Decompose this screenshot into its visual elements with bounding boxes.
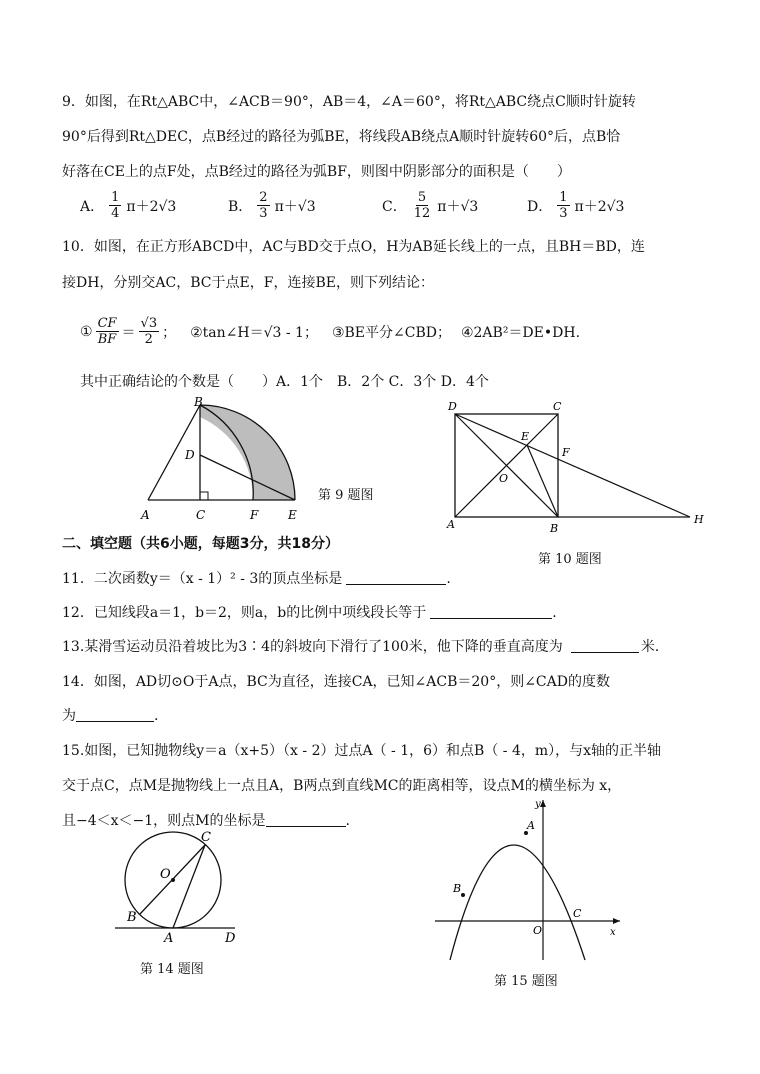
- center-point: [171, 878, 175, 882]
- label-c: C: [196, 508, 206, 522]
- figure-9: [140, 395, 310, 530]
- q12: 12．已知线段a＝1，b＝2，则a，b的比例中项线段长等于 .: [62, 605, 557, 621]
- label-y: y: [535, 799, 541, 810]
- q11-answer-blank[interactable]: [346, 570, 446, 585]
- label-b: B: [194, 395, 203, 409]
- q9-option-a-fraction: $\frac{1}{4}$: [111, 190, 120, 221]
- label-a: A: [447, 518, 455, 531]
- q13-answer-blank[interactable]: [571, 638, 639, 653]
- figure-9-caption: 第 9 题图: [318, 488, 374, 503]
- q9-line1: 9．如图，在Rt△ABC中，∠ACB＝90°，AB＝4，∠A＝60°，将Rt△ABC绕点C顺时针旋转: [62, 94, 636, 110]
- label-a: A: [164, 931, 174, 946]
- q10-conclusion-2: ②tan∠H＝√3 - 1；: [190, 324, 318, 341]
- q9-option-c[interactable]: C． $\frac{5}{12}$ π＋√3: [382, 190, 479, 221]
- label-a: A: [527, 819, 535, 832]
- segment-be: [527, 445, 558, 517]
- segment-ca: [173, 845, 205, 928]
- segment-dh: [455, 414, 690, 517]
- label-e: E: [288, 508, 297, 522]
- q10-answer-line: 其中正确结论的个数是（ ）A．1个 B．2个 C．3个 D．4个: [80, 374, 489, 390]
- q10-line2: 接DH，分别交AC，BC于点E，F，连接BE，则下列结论：: [62, 275, 434, 291]
- q15-line1: 15.如图，已知抛物线y＝a（x+5）（x - 2）过点A（ - 1，6）和点B（ - 4，m），与x轴的正半轴: [62, 743, 662, 759]
- q10-conclusions: ① $\frac{CF}{BF}$ ＝ $\frac{√3}{2}$ ； ②tan∠H＝√3 - 1； ③BE平分∠CBD； ④2AB²＝DE•DH.: [80, 316, 581, 347]
- q14-answer-blank[interactable]: [76, 707, 154, 722]
- label-a: A: [141, 508, 150, 522]
- point-b: [461, 893, 465, 897]
- q9-option-a[interactable]: A． $\frac{1}{4}$ π＋2√3: [80, 190, 177, 221]
- q10-c1-result-fraction: $\frac{√3}{2}$: [140, 316, 158, 347]
- label-o: O: [499, 472, 509, 485]
- q9-option-d[interactable]: D． $\frac{1}{3}$ π＋2√3: [527, 190, 625, 221]
- label-c: C: [553, 400, 562, 413]
- label-b: B: [453, 882, 462, 895]
- figure-14: [105, 825, 255, 950]
- label-d: D: [448, 400, 457, 413]
- label-o: O: [533, 924, 543, 937]
- y-axis-arrow: [540, 800, 546, 807]
- q10-c1-fraction: $\frac{CF}{BF}$: [97, 316, 117, 347]
- label-c: C: [201, 830, 211, 845]
- q15-line2: 交于点C，点M是抛物线上一点且A，B两点到直线MC的距离相等，设点M的横坐标为 x，: [62, 778, 622, 794]
- label-c: C: [573, 907, 582, 920]
- label-b: B: [127, 910, 137, 925]
- label-b: B: [550, 522, 559, 535]
- q9-line3: 好落在CE上的点F处，点B经过的路径为弧BF，则图中阴影部分的面积是（ ）: [62, 164, 571, 180]
- label-d: D: [185, 448, 195, 462]
- figure-14-caption: 第 14 题图: [140, 962, 204, 977]
- shaded-region: [200, 405, 295, 500]
- figure-10: [440, 398, 710, 538]
- label-h: H: [694, 513, 704, 526]
- label-d: D: [225, 931, 236, 946]
- label-o: O: [160, 867, 171, 882]
- right-angle-mark: [200, 492, 208, 500]
- q9-option-d-fraction: $\frac{1}{3}$: [559, 190, 568, 221]
- q14-line2: 为 .: [62, 708, 159, 724]
- label-f: F: [562, 446, 570, 459]
- q9-option-b[interactable]: B． $\frac{2}{3}$ π＋√3: [228, 190, 316, 221]
- parabola: [450, 845, 585, 960]
- figure-15-caption: 第 15 题图: [494, 974, 558, 989]
- q15-answer-blank[interactable]: [266, 812, 346, 827]
- q9-line2: 90°后得到Rt△DEC，点B经过的路径为弧BE，将线段AB绕点A顺时针旋转60°后，点B恰: [62, 129, 621, 145]
- label-x: x: [610, 927, 616, 938]
- q14-line1: 14．如图，AD切⊙O于A点，BC为直径，连接CA，已知∠ACB＝20°，则∠CAD的度数: [62, 674, 610, 690]
- section-2-heading: 二、填空题（共6小题，每题3分，共18分）: [62, 536, 339, 552]
- q15-line3: 且−4＜x＜−1，则点M的坐标是 .: [62, 813, 350, 829]
- q10-conclusion-3: ③BE平分∠CBD；: [331, 324, 451, 341]
- q11: 11．二次函数y＝（x - 1）² - 3的顶点坐标是 .: [62, 571, 451, 587]
- q10-line1: 10．如图，在正方形ABCD中，AC与BD交于点O，H为AB延长线上的一点，且BH＝BD，连: [62, 239, 645, 255]
- q10-conclusion-4: ④2AB²＝DE•DH.: [460, 324, 581, 341]
- figure-10-caption: 第 10 题图: [538, 552, 602, 567]
- label-e: E: [521, 430, 530, 443]
- q12-answer-blank[interactable]: [430, 604, 552, 619]
- q9-option-c-fraction: $\frac{5}{12}$: [413, 190, 431, 221]
- figure-15: [430, 795, 630, 965]
- x-axis-arrow: [613, 918, 620, 924]
- q13: 13.某滑雪运动员沿着坡比为3∶4的斜坡向下滑行了100米，他下降的垂直高度为 米.: [62, 639, 660, 655]
- q9-option-b-fraction: $\frac{2}{3}$: [259, 190, 268, 221]
- label-f: F: [250, 508, 259, 522]
